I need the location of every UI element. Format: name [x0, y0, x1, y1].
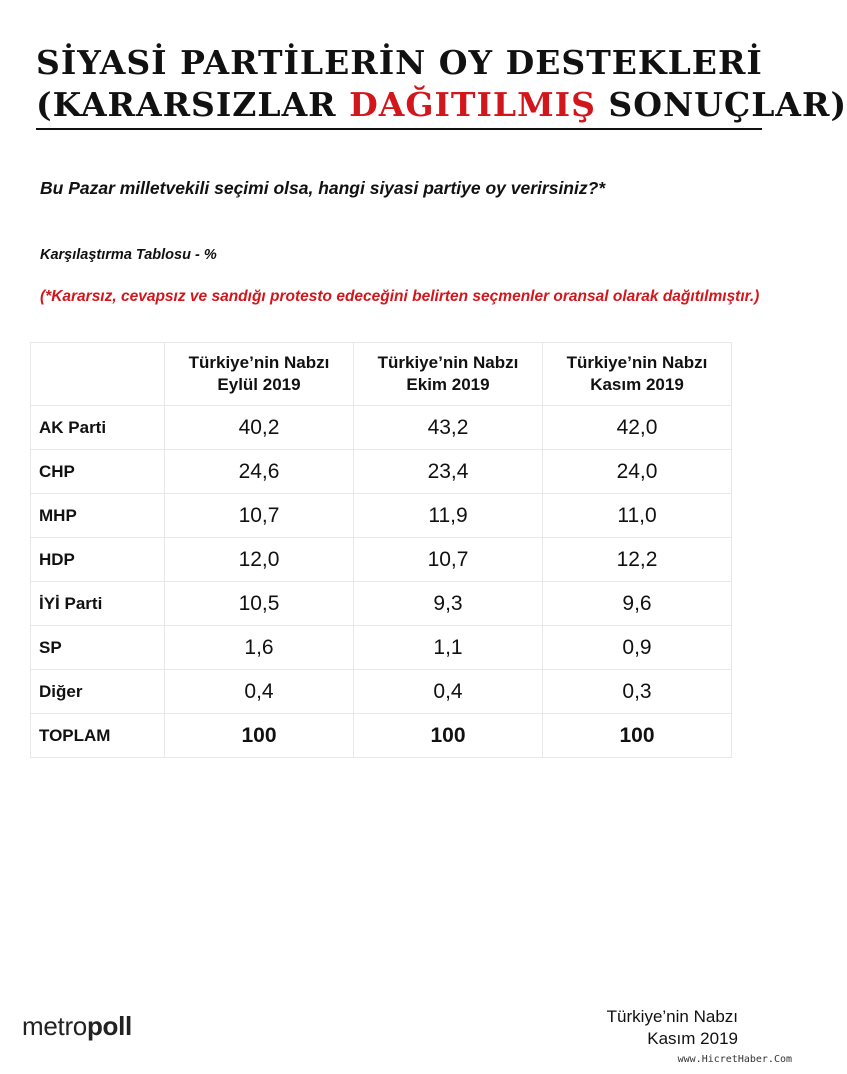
column-header-eylul — [165, 343, 354, 406]
column-header-kasim — [543, 343, 732, 406]
table-subheading: Karşılaştırma Tablosu - % — [40, 247, 217, 263]
value-cell: 24,6 — [165, 450, 354, 494]
logo-text-light: metro — [22, 1011, 87, 1041]
party-label: İYİ Parti — [31, 582, 165, 626]
metropoll-logo — [22, 1011, 132, 1042]
value-cell: 40,2 — [165, 406, 354, 450]
title-line-2-accent: DAĞITILMIŞ — [349, 85, 596, 124]
value-cell: 24,0 — [543, 450, 732, 494]
column-header-line1: Türkiye’nin Nabzı — [566, 353, 708, 372]
table-row — [31, 494, 732, 538]
value-cell: 42,0 — [543, 406, 732, 450]
value-cell: 12,2 — [543, 538, 732, 582]
party-label: CHP — [31, 450, 165, 494]
methodology-note: (*Kararsız, cevapsız ve sandığı protesto edeceğini belirten seçmenler oransal olarak dağıtılmıştır.) — [40, 288, 760, 305]
value-cell: 1,6 — [165, 626, 354, 670]
column-header-line2: Eylül 2019 — [217, 375, 301, 394]
title-line-2-suffix: SONUÇLAR) — [595, 85, 847, 124]
total-value-cell: 100 — [165, 714, 354, 758]
value-cell: 12,0 — [165, 538, 354, 582]
column-header-line1: Türkiye’nin Nabzı — [377, 353, 519, 372]
value-cell: 0,9 — [543, 626, 732, 670]
value-cell: 11,9 — [354, 494, 543, 538]
party-label: MHP — [31, 494, 165, 538]
value-cell: 10,5 — [165, 582, 354, 626]
table-total-row — [31, 714, 732, 758]
party-label: AK Parti — [31, 406, 165, 450]
value-cell: 10,7 — [165, 494, 354, 538]
column-header-ekim — [354, 343, 543, 406]
party-label: SP — [31, 626, 165, 670]
footer-source-line1: Türkiye’nin Nabzı — [606, 1007, 738, 1026]
logo-text-bold: poll — [86, 1011, 132, 1041]
footer-source-line2: Kasım 2019 — [647, 1029, 738, 1048]
value-cell: 9,3 — [354, 582, 543, 626]
table-row — [31, 670, 732, 714]
value-cell: 9,6 — [543, 582, 732, 626]
value-cell: 1,1 — [354, 626, 543, 670]
value-cell: 0,4 — [165, 670, 354, 714]
table-row — [31, 406, 732, 450]
table-row — [31, 626, 732, 670]
value-cell: 11,0 — [543, 494, 732, 538]
party-label: Diğer — [31, 670, 165, 714]
footer-source — [607, 1006, 738, 1050]
watermark: www.HicretHaber.Com — [677, 1054, 792, 1065]
title-line-2 — [36, 84, 847, 126]
survey-question: Bu Pazar milletvekili seçimi olsa, hangi siyasi partiye oy verirsiniz?* — [40, 178, 606, 198]
column-header-line1: Türkiye’nin Nabzı — [188, 353, 330, 372]
table-row — [31, 450, 732, 494]
column-header-line2: Kasım 2019 — [590, 375, 684, 394]
value-cell: 0,3 — [543, 670, 732, 714]
total-label: TOPLAM — [31, 714, 165, 758]
table-row — [31, 538, 732, 582]
total-value-cell: 100 — [543, 714, 732, 758]
column-header-line2: Ekim 2019 — [406, 375, 490, 394]
value-cell: 0,4 — [354, 670, 543, 714]
table-corner-cell — [31, 343, 165, 406]
party-label: HDP — [31, 538, 165, 582]
value-cell: 10,7 — [354, 538, 543, 582]
total-value-cell: 100 — [354, 714, 543, 758]
value-cell: 23,4 — [354, 450, 543, 494]
title-line-2-prefix: (KARARSIZLAR — [36, 85, 350, 124]
title-divider — [36, 128, 762, 130]
table-row — [31, 582, 732, 626]
value-cell: 43,2 — [354, 406, 543, 450]
title-block — [36, 42, 847, 126]
title-line-1: SİYASİ PARTİLERİN OY DESTEKLERİ — [36, 43, 763, 82]
results-table — [30, 342, 732, 758]
table-header-row — [31, 343, 732, 406]
